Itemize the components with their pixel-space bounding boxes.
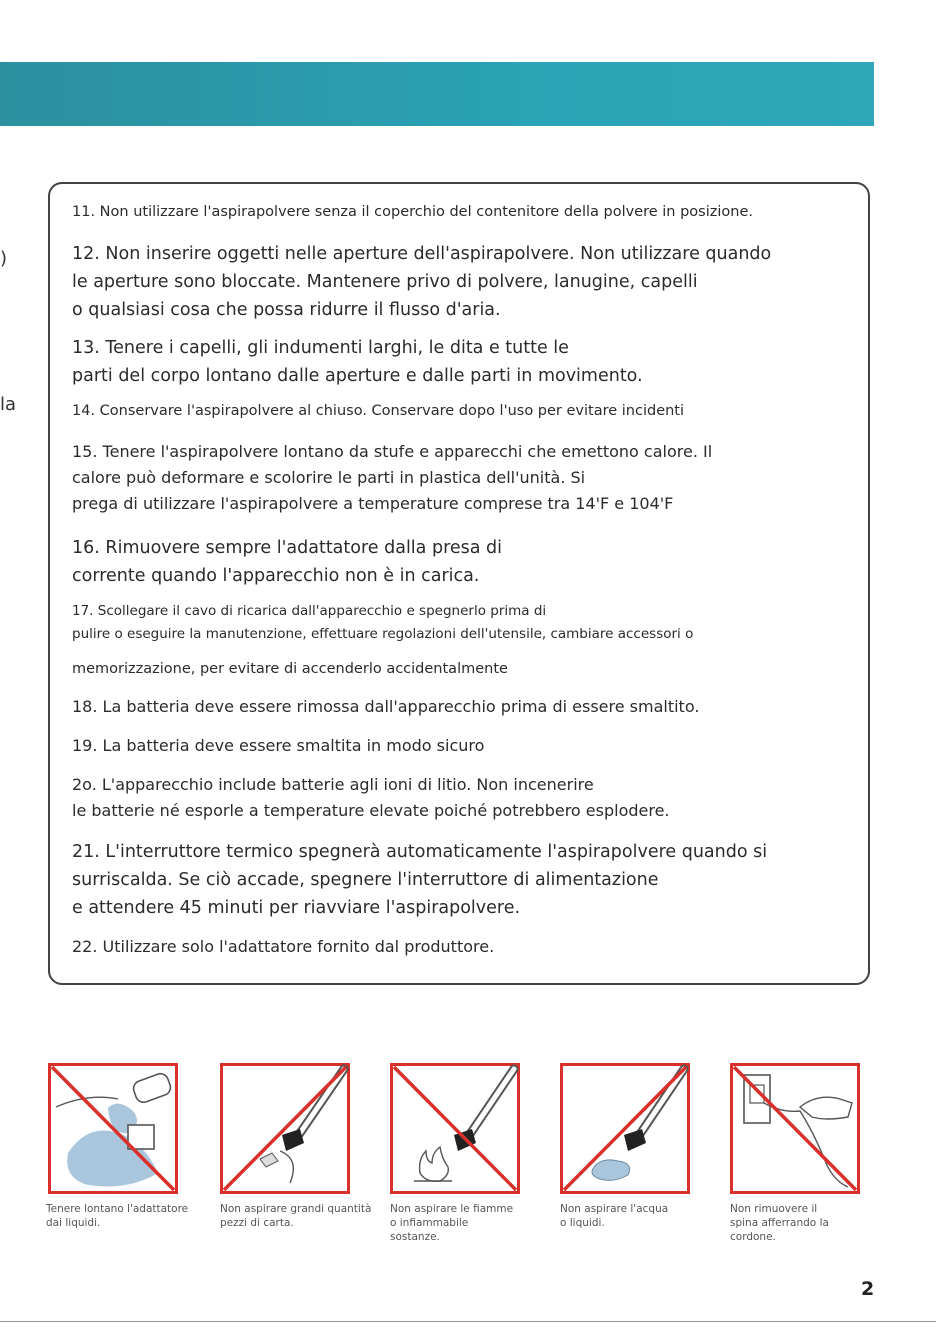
cropped-edge-text: ) [0,248,8,269]
header-band [0,62,874,126]
rule-22: 22. Utilizzare solo l'adattatore fornito dal produttore. [72,937,495,956]
rule-12: 12. Non inserire oggetti nelle aperture dell'aspirapolvere. Non utilizzare quando le aperture sono bloccate. Mantenere privo di polvere, lanugine, capelli o qualsiasi cosa che possa ridurre il flusso d'aria. [72,244,772,320]
rule-17: 17. Scollegare il cavo di ricarica dall'apparecchio e spegnerlo prima di pulire o eseguire la manutenzione, effettuare regolazioni dell'utensile, cambiare accessori o [72,603,694,642]
rule-15: 15. Tenere l'aspirapolvere lontano da stufe e apparecchi che emettono calore. Il calore può deformare e scolorire le parti in plastica dell'unità. Si prega di utilizzare l'aspirapolvere a temperature comprese tra 14'F e 104'F [72,442,713,513]
rule-13: 13. Tenere i capelli, gli indumenti larghi, le dita e tutte le parti del corpo lontano dalle aperture e dalle parti in movimento. [72,338,643,386]
rule-20: 2o. L'apparecchio include batterie agli ioni di litio. Non incenerire le batterie né esporle a temperature elevate poiché potrebbero esplodere. [72,775,670,820]
rule-14: 14. Conservare l'aspirapolvere al chiuso. Conservare dopo l'uso per evitare incidenti [72,403,685,419]
rule-21: 21. L'interruttore termico spegnerà automaticamente l'aspirapolvere quando si surriscalda. Se ciò accade, spegnere l'interruttore di alimentazione e attendere 45 minuti per riavviare l'aspirapolvere. [72,842,768,918]
rule-17-continuation: memorizzazione, per evitare di accenderlo accidentalmente [72,661,508,677]
rule-18: 18. La batteria deve essere rimossa dall'apparecchio prima di essere smaltito. [72,697,700,716]
water-prohibited-icon [560,1063,690,1194]
pull-cord-prohibited-icon [730,1063,860,1194]
warning-caption: Non aspirare grandi quantità pezzi di carta. [220,1203,372,1229]
cropped-edge-text: la [0,394,17,415]
rule-11: 11. Non utilizzare l'aspirapolvere senza il coperchio del contenitore della polvere in posizione. [72,204,753,220]
large-paper-prohibited-icon [220,1063,350,1194]
warning-caption: Tenere lontano l'adattatore dai liquidi. [46,1203,189,1229]
warning-caption: Non aspirare l'acqua o liquidi. [560,1203,669,1229]
flames-prohibited-icon [390,1063,520,1194]
warning-caption: Non rimuovere il spina afferrando la cordone. [730,1203,829,1243]
warning-caption: Non aspirare le fiamme o infiammabile sostanze. [390,1203,514,1243]
adapter-liquid-prohibited-icon [48,1063,178,1194]
rule-19: 19. La batteria deve essere smaltita in modo sicuro [72,736,485,755]
page-number: 2 [861,1278,875,1300]
rule-16: 16. Rimuovere sempre l'adattatore dalla presa di corrente quando l'apparecchio non è in carica. [72,538,503,586]
page-bottom-rule [0,1321,936,1322]
